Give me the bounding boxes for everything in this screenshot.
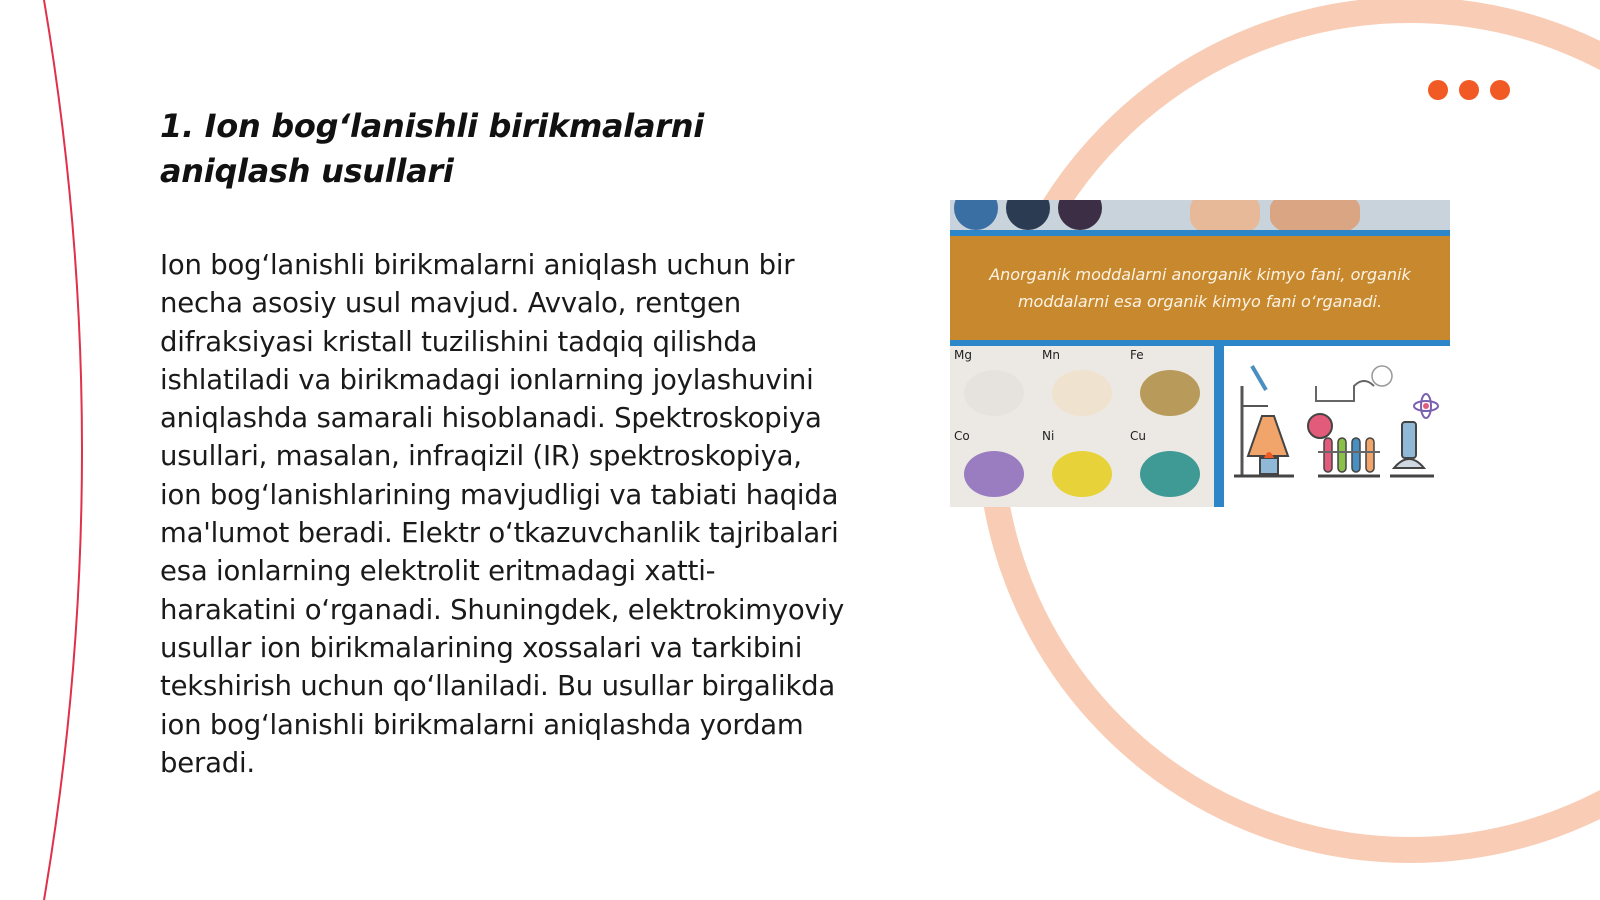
sample-cell-mn — [1038, 346, 1126, 427]
sample-label: Ni — [1042, 428, 1055, 443]
sample-label: Mg — [954, 348, 972, 362]
red-curve-line — [44, 0, 82, 900]
microscope-icon — [1390, 422, 1434, 476]
sample-label: Co — [954, 428, 970, 443]
powder-pile — [964, 370, 1024, 416]
dot-1 — [1428, 80, 1448, 100]
image-banner-text: Anorganik moddalarni anorganik kimyo fani, organik moddalarni esa organik kimyo fani o‘rganadi. — [989, 265, 1411, 311]
sample-cell-cu — [1126, 427, 1214, 508]
powder-pile — [1140, 451, 1200, 497]
image-banner — [950, 236, 1450, 340]
scientist-photo — [1270, 200, 1360, 230]
sample-cell-co — [950, 427, 1038, 508]
sample-label: Mn — [1042, 348, 1060, 362]
powder-pile — [1140, 370, 1200, 416]
metal-samples-grid — [950, 346, 1214, 507]
dot-2 — [1459, 80, 1479, 100]
sample-cell-ni — [1038, 427, 1126, 508]
dot-3 — [1490, 80, 1510, 100]
sample-cell-mg — [950, 346, 1038, 427]
lab-equipment-illustration — [1224, 346, 1450, 507]
molecule-bubble-icon — [954, 200, 998, 230]
test-tubes-icon — [1308, 366, 1392, 476]
powder-pile — [964, 451, 1024, 497]
scientist-photo — [1190, 200, 1260, 230]
molecule-bubble-icon — [1058, 200, 1102, 230]
sample-cell-fe — [1126, 346, 1214, 427]
powder-pile — [1052, 451, 1112, 497]
chemistry-image — [950, 200, 1450, 507]
image-photo-strip — [950, 200, 1450, 230]
molecule-bubble-icon — [1006, 200, 1050, 230]
atom-icon — [1414, 394, 1438, 418]
sample-label: Fe — [1130, 348, 1144, 362]
slide-body-text: Ion bog‘lanishli birikmalarni aniqlash uchun bir necha asosiy usul mavjud. Avvalo, rentgen difraksiyasi kristall tuzilishini tadqiq qilishda ishlatiladi va birikmadagi ionlarning joylashuvini aniqlashda samarali hisoblanadi. Spektroskopiya usullari, masalan, infraqizil (IR) spektroskopiya, ion bog‘lanishlarining mavjudligi va tabiati haqida ma'lumot beradi. Elektr o‘tkazuvchanlik tajribalari esa ionlarning elektrolit eritmadagi xatti-harakatini o‘rganadi. Shuningdek, elektrokimyoviy usullar ion birikmalarining xossalari va tarkibini tekshirish uchun qo‘llaniladi. Bu usullar birgalikda ion bog‘lanishli birikmalarni aniqlashda yordam beradi. — [160, 249, 845, 779]
image-divider-vertical — [1214, 346, 1224, 507]
slide-title: 1. Ion bog‘lanishli birikmalarni aniqlash usullari — [160, 107, 704, 190]
dots-menu-icon — [1428, 80, 1510, 100]
powder-pile — [1052, 370, 1112, 416]
burner-flask-icon — [1234, 366, 1294, 476]
sample-label: Cu — [1130, 428, 1146, 443]
